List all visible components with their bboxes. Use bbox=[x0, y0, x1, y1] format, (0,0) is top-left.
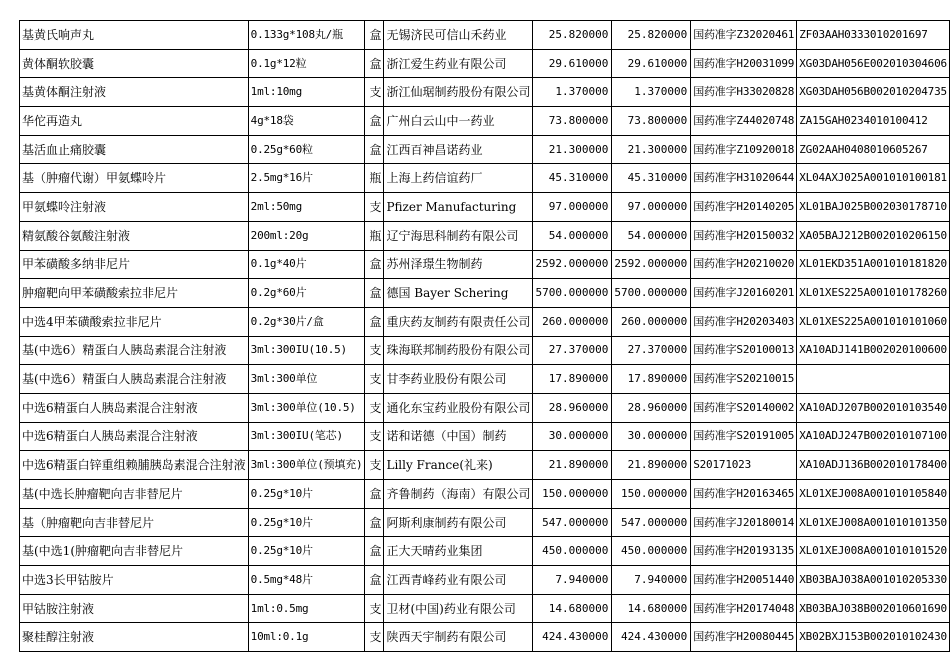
drug-name-cell[interactable]: 中选4甲苯磺酸索拉非尼片 bbox=[20, 307, 249, 336]
price-cell[interactable]: 5700.000000 bbox=[533, 279, 612, 308]
drug-name-cell[interactable]: 基(中选6）精蛋白人胰岛素混合注射液 bbox=[20, 365, 249, 394]
unit-cell[interactable]: 盒 bbox=[365, 107, 384, 136]
specification-cell[interactable]: 0.25g*10片 bbox=[248, 480, 365, 509]
table-row bbox=[20, 508, 950, 537]
specification-cell[interactable]: 0.1g*40片 bbox=[248, 250, 365, 279]
manufacturer-cell[interactable]: 江西百神昌诺药业 bbox=[384, 135, 533, 164]
drug-code-cell[interactable]: XA10ADJ136B002010178400 bbox=[797, 451, 950, 480]
drug-name-cell[interactable]: 基黄体酮注射液 bbox=[20, 78, 249, 107]
drug-code-cell[interactable]: ZF03AAH0333010201697 bbox=[797, 21, 950, 50]
specification-cell[interactable]: 10ml:0.1g bbox=[248, 623, 365, 652]
table-row bbox=[20, 279, 950, 308]
approval-number-cell[interactable]: 国药准字Z10920018 bbox=[691, 135, 797, 164]
drug-name-cell[interactable]: 中选6精蛋白人胰岛素混合注射液 bbox=[20, 422, 249, 451]
retail-price-cell[interactable]: 27.370000 bbox=[612, 336, 691, 365]
approval-number-cell[interactable]: 国药准字S20210015 bbox=[691, 365, 797, 394]
unit-cell[interactable]: 盒 bbox=[365, 307, 384, 336]
approval-number-cell[interactable]: 国药准字S20100013 bbox=[691, 336, 797, 365]
drug-code-cell[interactable]: XG03DAH056E002010304606 bbox=[797, 49, 950, 78]
unit-cell[interactable]: 支 bbox=[365, 78, 384, 107]
retail-price-cell[interactable]: 45.310000 bbox=[612, 164, 691, 193]
drug-name-cell[interactable]: 基(中选1(肿瘤靶向吉非替尼片 bbox=[20, 537, 249, 566]
retail-price-cell[interactable]: 25.820000 bbox=[612, 21, 691, 50]
approval-number-cell[interactable]: 国药准字H20210020 bbox=[691, 250, 797, 279]
drug-code-cell[interactable]: XL01XEJ008A001010101520 bbox=[797, 537, 950, 566]
price-cell[interactable]: 424.430000 bbox=[533, 623, 612, 652]
price-cell[interactable]: 1.370000 bbox=[533, 78, 612, 107]
approval-number-cell[interactable]: 国药准字H20051440 bbox=[691, 566, 797, 595]
manufacturer-cell[interactable]: 苏州泽璟生物制药 bbox=[384, 250, 533, 279]
unit-cell[interactable]: 盒 bbox=[365, 566, 384, 595]
table-row bbox=[20, 566, 950, 595]
unit-cell[interactable]: 支 bbox=[365, 594, 384, 623]
retail-price-cell[interactable]: 54.000000 bbox=[612, 221, 691, 250]
manufacturer-cell[interactable]: Pfizer Manufacturing bbox=[384, 193, 533, 222]
approval-number-cell[interactable]: 国药准字H20140205 bbox=[691, 193, 797, 222]
unit-cell[interactable]: 盒 bbox=[365, 250, 384, 279]
drug-name-cell[interactable]: 基（肿瘤靶向吉非替尼片 bbox=[20, 508, 249, 537]
drug-name-cell[interactable]: 甲氨蝶呤注射液 bbox=[20, 193, 249, 222]
drug-name-cell[interactable]: 中选3长甲钴胺片 bbox=[20, 566, 249, 595]
price-cell[interactable]: 150.000000 bbox=[533, 480, 612, 509]
unit-cell[interactable]: 盒 bbox=[365, 508, 384, 537]
unit-cell[interactable]: 盒 bbox=[365, 279, 384, 308]
price-cell[interactable]: 7.940000 bbox=[533, 566, 612, 595]
table-row bbox=[20, 107, 950, 136]
manufacturer-cell[interactable]: 无锡济民可信山禾药业 bbox=[384, 21, 533, 50]
drug-code-cell[interactable]: XL01BAJ025B002030178710 bbox=[797, 193, 950, 222]
manufacturer-cell[interactable]: 辽宁海思科制药有限公司 bbox=[384, 221, 533, 250]
drug-code-cell[interactable]: XL01XES225A001010101060 bbox=[797, 307, 950, 336]
specification-cell[interactable]: 3ml:300单位 bbox=[248, 365, 365, 394]
unit-cell[interactable]: 盒 bbox=[365, 537, 384, 566]
specification-cell[interactable]: 4g*18袋 bbox=[248, 107, 365, 136]
approval-number-cell[interactable]: S20171023 bbox=[691, 451, 797, 480]
drug-code-cell[interactable]: XB03BAJ038A001010205330 bbox=[797, 566, 950, 595]
drug-name-cell[interactable]: 华佗再造丸 bbox=[20, 107, 249, 136]
price-cell[interactable]: 14.680000 bbox=[533, 594, 612, 623]
price-cell[interactable]: 28.960000 bbox=[533, 393, 612, 422]
retail-price-cell[interactable]: 97.000000 bbox=[612, 193, 691, 222]
price-cell[interactable]: 54.000000 bbox=[533, 221, 612, 250]
table-body bbox=[20, 21, 950, 652]
manufacturer-cell[interactable]: 齐鲁制药（海南）有限公司 bbox=[384, 480, 533, 509]
unit-cell[interactable]: 支 bbox=[365, 451, 384, 480]
table-row bbox=[20, 451, 950, 480]
table-row bbox=[20, 594, 950, 623]
price-cell[interactable]: 260.000000 bbox=[533, 307, 612, 336]
manufacturer-cell[interactable]: 诺和诺德（中国）制药 bbox=[384, 422, 533, 451]
approval-number-cell[interactable]: 国药准字H20174048 bbox=[691, 594, 797, 623]
manufacturer-cell[interactable]: 浙江仙琚制药股份有限公司 bbox=[384, 78, 533, 107]
drug-name-cell[interactable]: 聚桂醇注射液 bbox=[20, 623, 249, 652]
manufacturer-cell[interactable]: Lilly France(礼来) bbox=[384, 451, 533, 480]
price-cell[interactable]: 547.000000 bbox=[533, 508, 612, 537]
price-cell[interactable]: 21.890000 bbox=[533, 451, 612, 480]
specification-cell[interactable]: 1ml:0.5mg bbox=[248, 594, 365, 623]
drug-code-cell[interactable]: XL04AXJ025A001010100181 bbox=[797, 164, 950, 193]
approval-number-cell[interactable]: 国药准字Z44020748 bbox=[691, 107, 797, 136]
retail-price-cell[interactable]: 21.890000 bbox=[612, 451, 691, 480]
table-row bbox=[20, 49, 950, 78]
drug-name-cell[interactable]: 基(中选6）精蛋白人胰岛素混合注射液 bbox=[20, 336, 249, 365]
approval-number-cell[interactable]: 国药准字H20163465 bbox=[691, 480, 797, 509]
manufacturer-cell[interactable]: 浙江爱生药业有限公司 bbox=[384, 49, 533, 78]
manufacturer-cell[interactable]: 江西青峰药业有限公司 bbox=[384, 566, 533, 595]
manufacturer-cell[interactable]: 卫材(中国)药业有限公司 bbox=[384, 594, 533, 623]
retail-price-cell[interactable]: 7.940000 bbox=[612, 566, 691, 595]
specification-cell[interactable]: 2.5mg*16片 bbox=[248, 164, 365, 193]
price-cell[interactable]: 25.820000 bbox=[533, 21, 612, 50]
drug-name-cell[interactable]: 甲苯磺酸多纳非尼片 bbox=[20, 250, 249, 279]
drug-code-cell[interactable]: XL01EKD351A001010181820 bbox=[797, 250, 950, 279]
table-row bbox=[20, 78, 950, 107]
drug-code-cell[interactable]: XA10ADJ141B002020100600 bbox=[797, 336, 950, 365]
drug-name-cell[interactable]: 中选6精蛋白锌重组赖脯胰岛素混合注射液 bbox=[20, 451, 249, 480]
unit-cell[interactable]: 支 bbox=[365, 193, 384, 222]
manufacturer-cell[interactable]: 陕西天宇制药有限公司 bbox=[384, 623, 533, 652]
approval-number-cell[interactable]: 国药准字S20191005 bbox=[691, 422, 797, 451]
drug-name-cell[interactable]: 基黄氏响声丸 bbox=[20, 21, 249, 50]
retail-price-cell[interactable]: 28.960000 bbox=[612, 393, 691, 422]
approval-number-cell[interactable]: 国药准字H33020828 bbox=[691, 78, 797, 107]
price-cell[interactable]: 73.800000 bbox=[533, 107, 612, 136]
manufacturer-cell[interactable]: 广州白云山中一药业 bbox=[384, 107, 533, 136]
drug-code-cell[interactable]: XA05BAJ212B002010206150 bbox=[797, 221, 950, 250]
table-row bbox=[20, 221, 950, 250]
retail-price-cell[interactable]: 424.430000 bbox=[612, 623, 691, 652]
table-row bbox=[20, 135, 950, 164]
price-cell[interactable]: 30.000000 bbox=[533, 422, 612, 451]
table-row bbox=[20, 164, 950, 193]
retail-price-cell[interactable]: 17.890000 bbox=[612, 365, 691, 394]
drug-name-cell[interactable]: 基(中选长肿瘤靶向吉非替尼片 bbox=[20, 480, 249, 509]
manufacturer-cell[interactable]: 正大天晴药业集团 bbox=[384, 537, 533, 566]
approval-number-cell[interactable]: 国药准字J20160201 bbox=[691, 279, 797, 308]
retail-price-cell[interactable]: 29.610000 bbox=[612, 49, 691, 78]
drug-code-cell[interactable]: ZA15GAH0234010100412 bbox=[797, 107, 950, 136]
price-cell[interactable]: 17.890000 bbox=[533, 365, 612, 394]
retail-price-cell[interactable]: 2592.000000 bbox=[612, 250, 691, 279]
unit-cell[interactable]: 盒 bbox=[365, 135, 384, 164]
drug-name-cell[interactable]: 精氨酸谷氨酸注射液 bbox=[20, 221, 249, 250]
table-row bbox=[20, 623, 950, 652]
retail-price-cell[interactable]: 73.800000 bbox=[612, 107, 691, 136]
drug-code-cell[interactable]: XB03BAJ038B002010601690 bbox=[797, 594, 950, 623]
approval-number-cell[interactable]: 国药准字H20080445 bbox=[691, 623, 797, 652]
drug-name-cell[interactable]: 黄体酮软胶囊 bbox=[20, 49, 249, 78]
drug-code-cell[interactable]: XL01XEJ008A001010105840 bbox=[797, 480, 950, 509]
retail-price-cell[interactable]: 21.300000 bbox=[612, 135, 691, 164]
table-row bbox=[20, 250, 950, 279]
table-row bbox=[20, 393, 950, 422]
specification-cell[interactable]: 0.25g*10片 bbox=[248, 508, 365, 537]
price-cell[interactable]: 450.000000 bbox=[533, 537, 612, 566]
drug-code-cell[interactable]: XL01XEJ008A001010101350 bbox=[797, 508, 950, 537]
price-cell[interactable]: 29.610000 bbox=[533, 49, 612, 78]
specification-cell[interactable]: 0.1g*12粒 bbox=[248, 49, 365, 78]
price-cell[interactable]: 45.310000 bbox=[533, 164, 612, 193]
table-row bbox=[20, 365, 950, 394]
approval-number-cell[interactable]: 国药准字H20193135 bbox=[691, 537, 797, 566]
unit-cell[interactable]: 支 bbox=[365, 393, 384, 422]
drug-price-table bbox=[19, 20, 950, 652]
manufacturer-cell[interactable]: 德国 Bayer Schering bbox=[384, 279, 533, 308]
specification-cell[interactable]: 0.5mg*48片 bbox=[248, 566, 365, 595]
drug-name-cell[interactable]: 基（肿瘤代谢）甲氨蝶呤片 bbox=[20, 164, 249, 193]
drug-code-cell[interactable] bbox=[797, 365, 950, 394]
unit-cell[interactable]: 盒 bbox=[365, 21, 384, 50]
approval-number-cell[interactable]: 国药准字J20180014 bbox=[691, 508, 797, 537]
table-row bbox=[20, 422, 950, 451]
unit-cell[interactable]: 盒 bbox=[365, 49, 384, 78]
retail-price-cell[interactable]: 547.000000 bbox=[612, 508, 691, 537]
retail-price-cell[interactable]: 450.000000 bbox=[612, 537, 691, 566]
drug-code-cell[interactable]: XB02BXJ153B002010102430 bbox=[797, 623, 950, 652]
retail-price-cell[interactable]: 14.680000 bbox=[612, 594, 691, 623]
manufacturer-cell[interactable]: 阿斯利康制药有限公司 bbox=[384, 508, 533, 537]
specification-cell[interactable]: 1ml:10mg bbox=[248, 78, 365, 107]
table-row bbox=[20, 537, 950, 566]
retail-price-cell[interactable]: 1.370000 bbox=[612, 78, 691, 107]
unit-cell[interactable]: 支 bbox=[365, 365, 384, 394]
unit-cell[interactable]: 盒 bbox=[365, 480, 384, 509]
drug-code-cell[interactable]: XG03DAH056B002010204735 bbox=[797, 78, 950, 107]
specification-cell[interactable]: 3ml:300IU(10.5) bbox=[248, 336, 365, 365]
specification-cell[interactable]: 0.2g*60片 bbox=[248, 279, 365, 308]
approval-number-cell[interactable]: 国药准字S20140002 bbox=[691, 393, 797, 422]
retail-price-cell[interactable]: 260.000000 bbox=[612, 307, 691, 336]
drug-code-cell[interactable]: XA10ADJ247B002010107100 bbox=[797, 422, 950, 451]
price-cell[interactable]: 2592.000000 bbox=[533, 250, 612, 279]
drug-name-cell[interactable]: 肿瘤靶向甲苯磺酸索拉非尼片 bbox=[20, 279, 249, 308]
drug-name-cell[interactable]: 甲钴胺注射液 bbox=[20, 594, 249, 623]
price-cell[interactable]: 97.000000 bbox=[533, 193, 612, 222]
unit-cell[interactable]: 瓶 bbox=[365, 164, 384, 193]
retail-price-cell[interactable]: 150.000000 bbox=[612, 480, 691, 509]
manufacturer-cell[interactable]: 甘李药业股份有限公司 bbox=[384, 365, 533, 394]
table-row bbox=[20, 480, 950, 509]
drug-code-cell[interactable]: XA10ADJ207B002010103540 bbox=[797, 393, 950, 422]
drug-code-cell[interactable]: ZG02AAH0408010605267 bbox=[797, 135, 950, 164]
unit-cell[interactable]: 瓶 bbox=[365, 221, 384, 250]
specification-cell[interactable]: 0.25g*60粒 bbox=[248, 135, 365, 164]
drug-name-cell[interactable]: 基活血止痛胶囊 bbox=[20, 135, 249, 164]
drug-name-cell[interactable]: 中选6精蛋白人胰岛素混合注射液 bbox=[20, 393, 249, 422]
manufacturer-cell[interactable]: 上海上药信谊药厂 bbox=[384, 164, 533, 193]
price-cell[interactable]: 27.370000 bbox=[533, 336, 612, 365]
approval-number-cell[interactable]: 国药准字H20150032 bbox=[691, 221, 797, 250]
unit-cell[interactable]: 支 bbox=[365, 336, 384, 365]
retail-price-cell[interactable]: 5700.000000 bbox=[612, 279, 691, 308]
drug-code-cell[interactable]: XL01XES225A001010178260 bbox=[797, 279, 950, 308]
unit-cell[interactable]: 支 bbox=[365, 422, 384, 451]
table-row bbox=[20, 307, 950, 336]
specification-cell[interactable]: 3ml:300单位(10.5) bbox=[248, 393, 365, 422]
approval-number-cell[interactable]: 国药准字H20031099 bbox=[691, 49, 797, 78]
specification-cell[interactable]: 2ml:50mg bbox=[248, 193, 365, 222]
specification-cell[interactable]: 3ml:300单位(预填充) bbox=[248, 451, 365, 480]
table-row bbox=[20, 21, 950, 50]
manufacturer-cell[interactable]: 通化东宝药业股份有限公司 bbox=[384, 393, 533, 422]
manufacturer-cell[interactable]: 重庆药友制药有限责任公司 bbox=[384, 307, 533, 336]
specification-cell[interactable]: 200ml:20g bbox=[248, 221, 365, 250]
specification-cell[interactable]: 0.133g*108丸/瓶 bbox=[248, 21, 365, 50]
table-row bbox=[20, 336, 950, 365]
specification-cell[interactable]: 0.2g*30片/盒 bbox=[248, 307, 365, 336]
price-cell[interactable]: 21.300000 bbox=[533, 135, 612, 164]
specification-cell[interactable]: 0.25g*10片 bbox=[248, 537, 365, 566]
approval-number-cell[interactable]: 国药准字H20203403 bbox=[691, 307, 797, 336]
specification-cell[interactable]: 3ml:300IU(笔芯) bbox=[248, 422, 365, 451]
approval-number-cell[interactable]: 国药准字Z32020461 bbox=[691, 21, 797, 50]
unit-cell[interactable]: 支 bbox=[365, 623, 384, 652]
retail-price-cell[interactable]: 30.000000 bbox=[612, 422, 691, 451]
approval-number-cell[interactable]: 国药准字H31020644 bbox=[691, 164, 797, 193]
manufacturer-cell[interactable]: 珠海联邦制药股份有限公司 bbox=[384, 336, 533, 365]
table-row bbox=[20, 193, 950, 222]
